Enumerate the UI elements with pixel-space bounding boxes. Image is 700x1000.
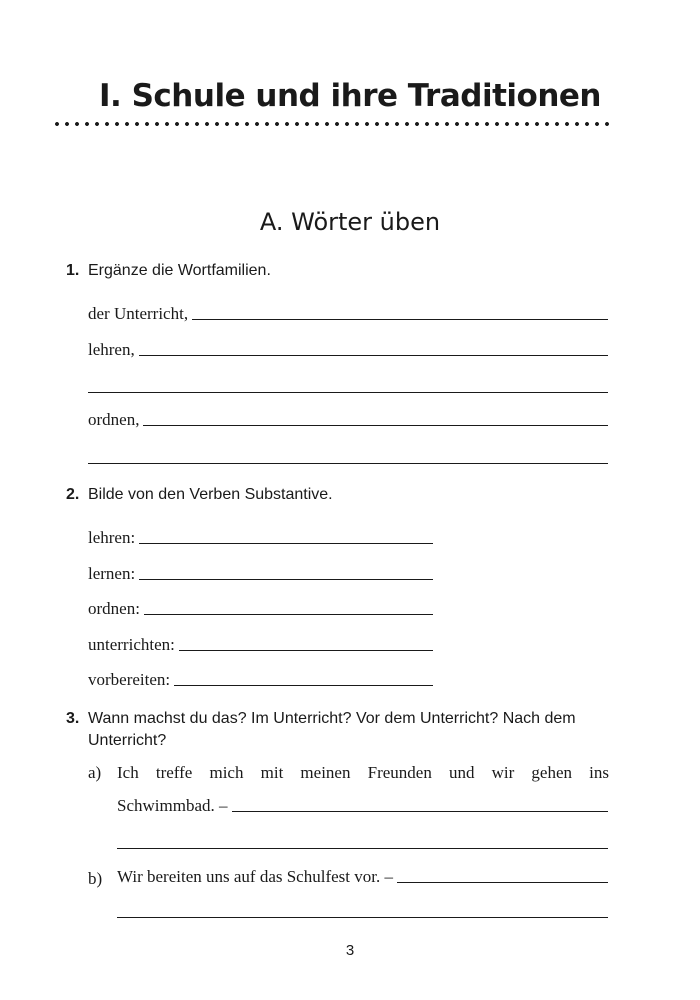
answer-line[interactable] [397, 882, 608, 883]
answer-line[interactable] [139, 579, 433, 580]
item-answer-row [117, 867, 608, 887]
word-row [88, 635, 433, 655]
word-row [88, 304, 608, 324]
word-label: lehren, [88, 340, 135, 359]
answer-line[interactable] [179, 650, 433, 651]
word-row [88, 599, 433, 619]
answer-line[interactable] [144, 614, 433, 615]
task-text: Ergänze die Wortfamilien. [88, 262, 271, 279]
answer-line[interactable] [174, 685, 433, 686]
item-text: Ich treffe mich mit meinen Freunden und wir gehen ins [117, 763, 609, 782]
task-number: 3. [66, 710, 80, 727]
page-number: 3 [345, 942, 355, 959]
word-label: ordnen, [88, 410, 140, 429]
item-label: b) [88, 869, 103, 888]
answer-line[interactable] [88, 392, 608, 393]
word-label: vorbereiten: [88, 670, 171, 689]
answer-line[interactable] [192, 319, 608, 320]
task-3-instruction [66, 708, 626, 752]
word-row [88, 528, 433, 548]
chapter-title: I. Schule und ihre Traditionen [99, 78, 601, 114]
task-2-instruction [66, 484, 626, 506]
answer-line[interactable] [117, 917, 608, 918]
word-row [88, 340, 608, 360]
word-label: unterrichten: [88, 635, 175, 654]
task-text: Unterricht? [88, 732, 167, 749]
task-number: 1. [66, 262, 80, 279]
item-label: a) [88, 763, 102, 782]
word-row [88, 670, 433, 690]
answer-line[interactable] [139, 543, 433, 544]
word-row [88, 410, 608, 430]
word-label: der Unterricht, [88, 304, 189, 323]
task-text: Bilde von den Verben Substantive. [88, 486, 333, 503]
word-row [88, 564, 433, 584]
task-1-instruction [66, 260, 626, 282]
word-label: ordnen: [88, 599, 140, 618]
answer-line[interactable] [139, 355, 608, 356]
answer-line[interactable] [117, 848, 608, 849]
answer-line[interactable] [232, 811, 609, 812]
task-number: 2. [66, 486, 80, 503]
item-text: Wir bereiten uns auf das Schulfest vor. – [117, 867, 393, 886]
item-answer-row [117, 796, 608, 816]
section-title: A. Wörter üben [259, 208, 441, 236]
task-text: Wann machst du das? Im Unterricht? Vor dem Unterricht? Nach dem [88, 710, 576, 727]
word-label: lehren: [88, 528, 136, 547]
dotted-divider [52, 121, 612, 127]
answer-line[interactable] [143, 425, 608, 426]
item-text: Schwimmbad. – [117, 796, 228, 815]
answer-line[interactable] [88, 463, 608, 464]
word-label: lernen: [88, 564, 136, 583]
